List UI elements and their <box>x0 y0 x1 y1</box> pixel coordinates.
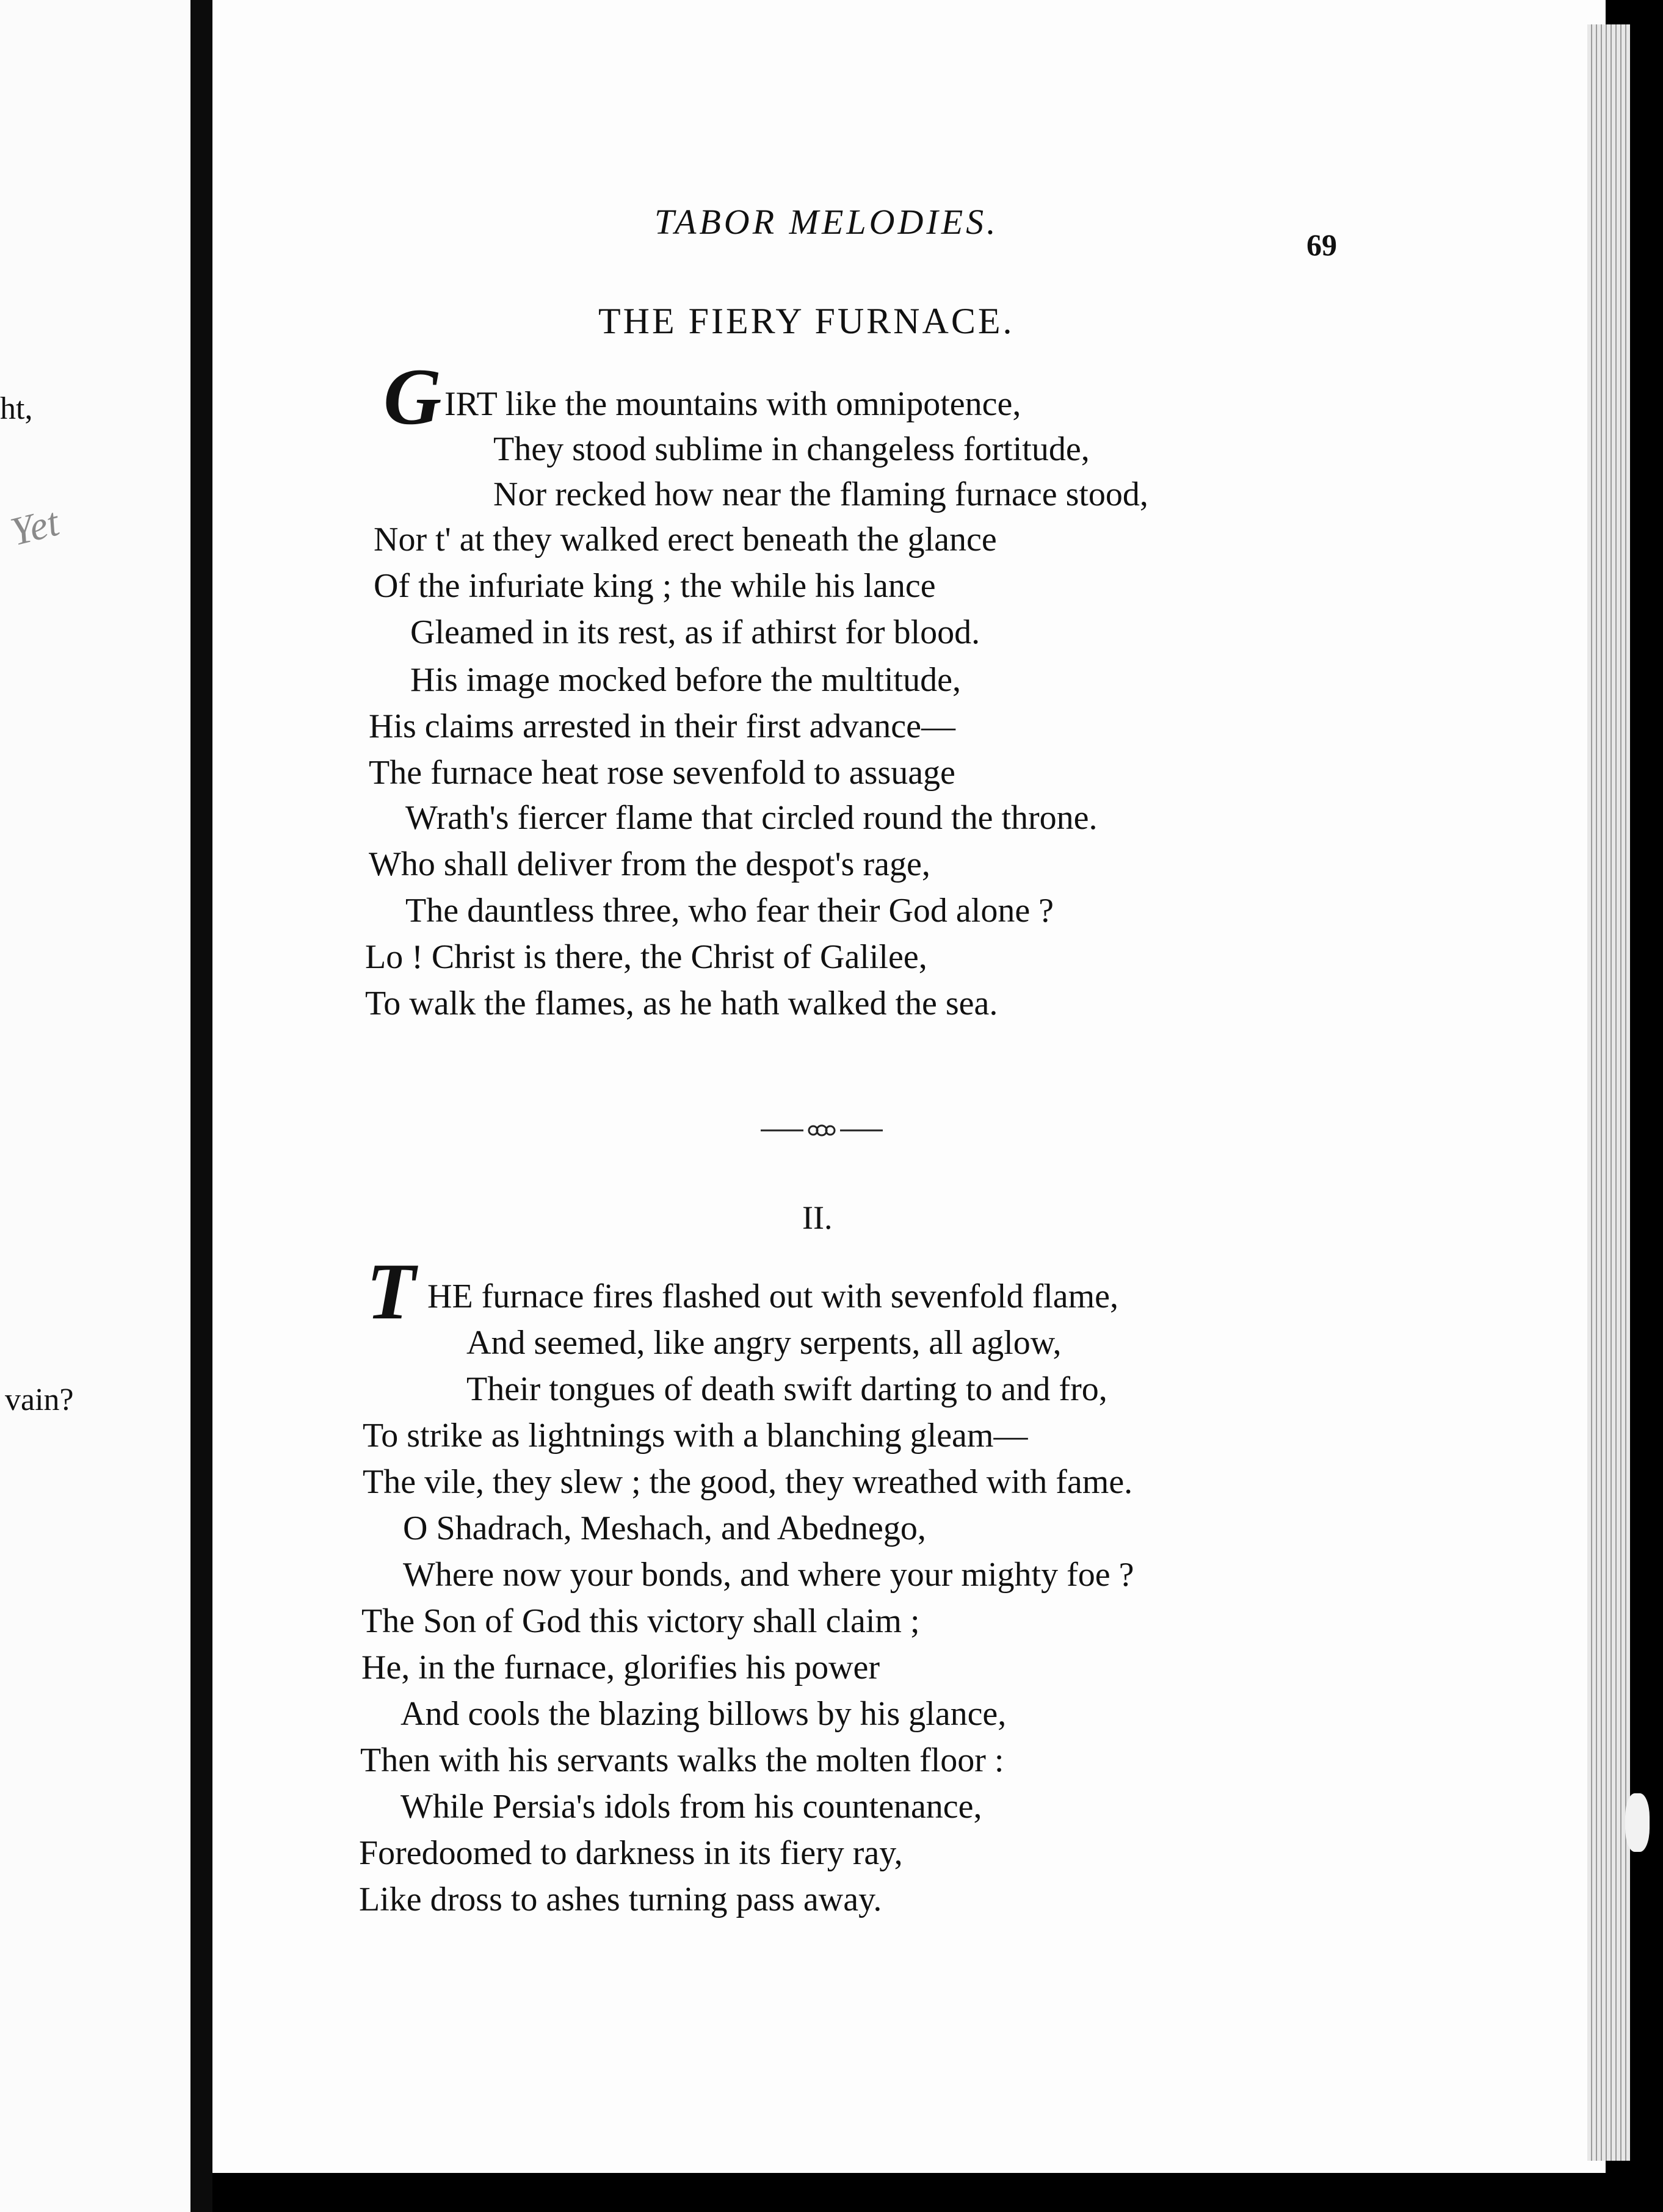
running-title: TABOR MELODIES. <box>654 202 999 242</box>
poem-line: Of the infuriate king ; the while his lance <box>374 567 936 605</box>
poem-line: O Shadrach, Meshach, and Abednego, <box>403 1509 926 1547</box>
poem-line: The Son of God this victory shall claim ; <box>361 1602 920 1640</box>
poem-line: His image mocked before the multitude, <box>410 661 961 699</box>
poem-line: His claims arrested in their first advance— <box>369 707 955 745</box>
poem-line: Gleamed in its rest, as if athirst for blood. <box>410 613 980 651</box>
poem-line: Where now your bonds, and where your mighty foe ? <box>403 1556 1134 1594</box>
poem-line: Lo ! Christ is there, the Christ of Galilee, <box>365 938 927 976</box>
poem-line: Nor recked how near the flaming furnace stood, <box>493 475 1148 513</box>
poem-line: They stood sublime in changeless fortitude, <box>493 430 1090 468</box>
poem-line: The furnace heat rose sevenfold to assuage <box>369 754 955 792</box>
handwritten-note: Yet <box>6 499 63 555</box>
poem-line: He, in the furnace, glorifies his power <box>361 1649 880 1686</box>
page-number: 69 <box>1306 228 1337 262</box>
poem-line: While Persia's idols from his countenance, <box>400 1788 982 1826</box>
paper-blot <box>1625 1793 1650 1852</box>
poem-line: The dauntless three, who fear their God alone ? <box>405 892 1054 930</box>
poem-line: And cools the blazing billows by his glance, <box>400 1695 1007 1733</box>
section-number: II. <box>802 1199 833 1236</box>
poem-line: IRT like the mountains with omnipotence, <box>444 385 1021 423</box>
poem-line: Nor t' at they walked erect beneath the glance <box>374 521 997 558</box>
poem-line: Like dross to ashes turning pass away. <box>359 1881 882 1918</box>
facing-page <box>0 0 190 2212</box>
poem-title: THE FIERY FURNACE. <box>598 301 1015 341</box>
poem-line: HE furnace fires flashed out with sevenfold flame, <box>427 1278 1119 1315</box>
ornament-divider-icon <box>761 1124 883 1137</box>
drop-cap-g: G <box>383 352 442 441</box>
facing-page-fragment: vain? <box>5 1382 74 1417</box>
poem-line: And seemed, like angry serpents, all aglow, <box>466 1324 1062 1362</box>
poem-line: To walk the flames, as he hath walked the sea. <box>365 985 998 1022</box>
poem-line: Then with his servants walks the molten floor : <box>360 1741 1004 1779</box>
poem-line: Who shall deliver from the despot's rage, <box>369 845 930 883</box>
poem-line: Wrath's fiercer flame that circled round the throne. <box>405 799 1098 837</box>
facing-page-fragment: ht, <box>0 391 33 426</box>
poem-line: Their tongues of death swift darting to and fro, <box>466 1370 1107 1408</box>
poem-line: To strike as lightnings with a blanching gleam— <box>363 1417 1028 1455</box>
page-edges <box>1587 24 1630 2161</box>
poem-line: The vile, they slew ; the good, they wreathed with fame. <box>363 1463 1133 1501</box>
drop-cap-t: T <box>366 1246 416 1336</box>
book-gutter <box>190 0 212 2212</box>
poem-line: Foredoomed to darkness in its fiery ray, <box>359 1834 903 1872</box>
